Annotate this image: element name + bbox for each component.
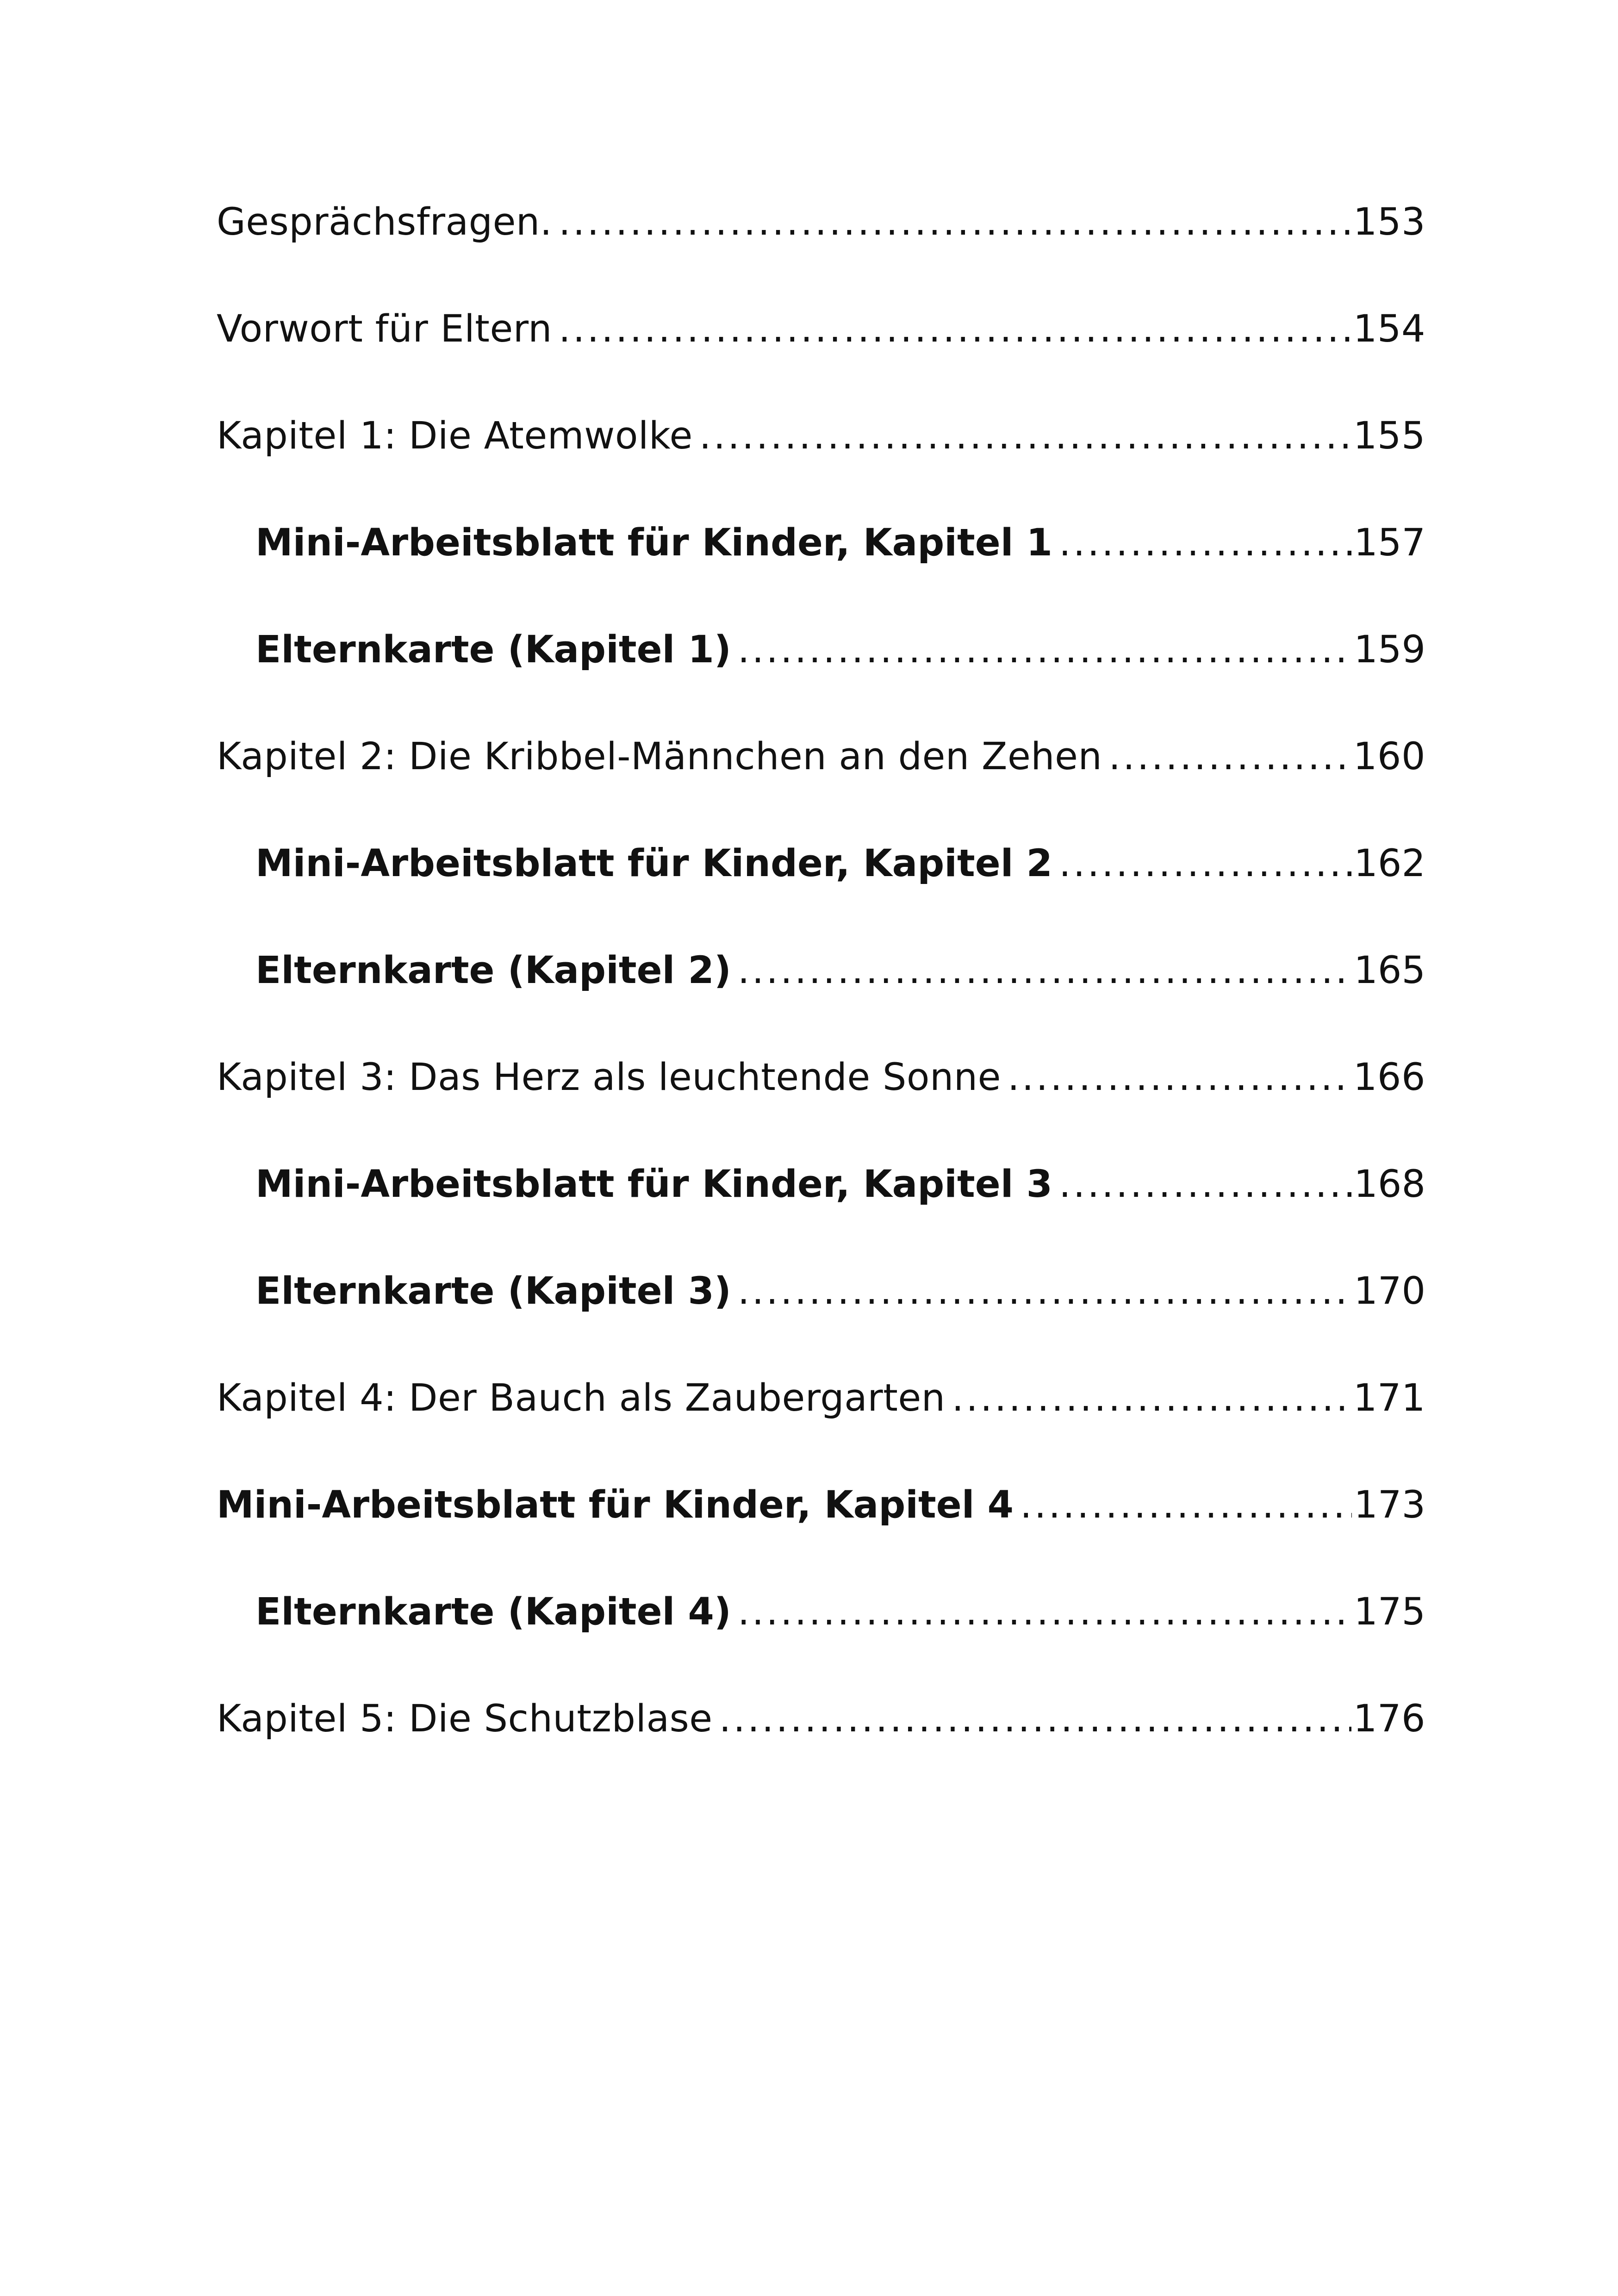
toc-entry[interactable] (217, 1161, 1425, 1268)
toc-page-number: 154 (1353, 307, 1425, 351)
toc-page-number: 160 (1353, 735, 1425, 778)
toc-dot-leader (738, 1268, 1352, 1314)
toc-page-number: 173 (1354, 1483, 1425, 1527)
toc-dot-leader (738, 627, 1352, 673)
table-of-contents (217, 199, 1425, 1803)
toc-page-number: 155 (1353, 414, 1425, 458)
toc-page-number: 157 (1354, 521, 1425, 565)
toc-dot-leader (738, 947, 1352, 994)
toc-dot-leader (1108, 734, 1351, 780)
toc-entry[interactable] (217, 1589, 1425, 1696)
toc-entry-title: Mini-Arbeitsblatt für Kinder, Kapitel 1 (255, 521, 1053, 565)
toc-entry[interactable] (217, 840, 1425, 947)
toc-page-number: 162 (1354, 842, 1425, 885)
toc-dot-leader (1059, 520, 1352, 566)
toc-entry-title: Elternkarte (Kapitel 3) (255, 1269, 731, 1313)
toc-entry-title: Elternkarte (Kapitel 2) (255, 949, 731, 992)
toc-entry-title: Mini-Arbeitsblatt für Kinder, Kapitel 4 (217, 1483, 1014, 1527)
toc-entry-title: Kapitel 2: Die Kribbel-Männchen an den Zehen (217, 735, 1102, 778)
toc-dot-leader (1008, 1054, 1351, 1101)
toc-entry[interactable] (217, 627, 1425, 734)
toc-entry[interactable] (217, 1482, 1425, 1589)
toc-entry-title: Kapitel 4: Der Bauch als Zaubergarten (217, 1376, 946, 1420)
toc-entry[interactable] (217, 1375, 1425, 1482)
toc-dot-leader (719, 1696, 1351, 1742)
toc-dot-leader (1059, 1161, 1352, 1207)
toc-entry[interactable] (217, 1054, 1425, 1161)
toc-dot-leader (1020, 1482, 1352, 1528)
toc-entry[interactable] (217, 1268, 1425, 1375)
toc-entry-title: Gesprächsfragen. (217, 200, 553, 244)
toc-entry-title: Mini-Arbeitsblatt für Kinder, Kapitel 3 (255, 1163, 1053, 1206)
toc-page-number: 159 (1354, 628, 1425, 672)
toc-entry-title: Kapitel 1: Die Atemwolke (217, 414, 693, 458)
toc-dot-leader (1059, 840, 1352, 887)
toc-entry[interactable] (217, 199, 1425, 306)
toc-page-number: 170 (1354, 1269, 1425, 1313)
toc-entry-title: Mini-Arbeitsblatt für Kinder, Kapitel 2 (255, 842, 1053, 885)
toc-page-number: 168 (1354, 1163, 1425, 1206)
toc-entry-title: Kapitel 3: Das Herz als leuchtende Sonne (217, 1056, 1001, 1099)
toc-page-number: 171 (1353, 1376, 1425, 1420)
toc-entry[interactable] (217, 413, 1425, 520)
toc-entry[interactable] (217, 734, 1425, 840)
toc-page-number: 165 (1354, 949, 1425, 992)
toc-dot-leader (559, 306, 1351, 352)
toc-entry[interactable] (217, 947, 1425, 1054)
toc-entry-title: Kapitel 5: Die Schutzblase (217, 1697, 713, 1741)
toc-entry[interactable] (217, 1696, 1425, 1803)
toc-page-number: 166 (1353, 1056, 1425, 1099)
toc-entry-title: Vorwort für Eltern (217, 307, 552, 351)
toc-entry-title: Elternkarte (Kapitel 1) (255, 628, 731, 672)
toc-page-number: 175 (1354, 1590, 1425, 1634)
toc-page-number: 176 (1353, 1697, 1425, 1741)
toc-entry[interactable] (217, 306, 1425, 413)
toc-page-number: 153 (1353, 200, 1425, 244)
toc-entry[interactable] (217, 520, 1425, 627)
toc-dot-leader (699, 413, 1351, 459)
toc-dot-leader (559, 199, 1351, 245)
toc-entry-title: Elternkarte (Kapitel 4) (255, 1590, 731, 1634)
toc-dot-leader (952, 1375, 1351, 1421)
toc-dot-leader (738, 1589, 1352, 1635)
